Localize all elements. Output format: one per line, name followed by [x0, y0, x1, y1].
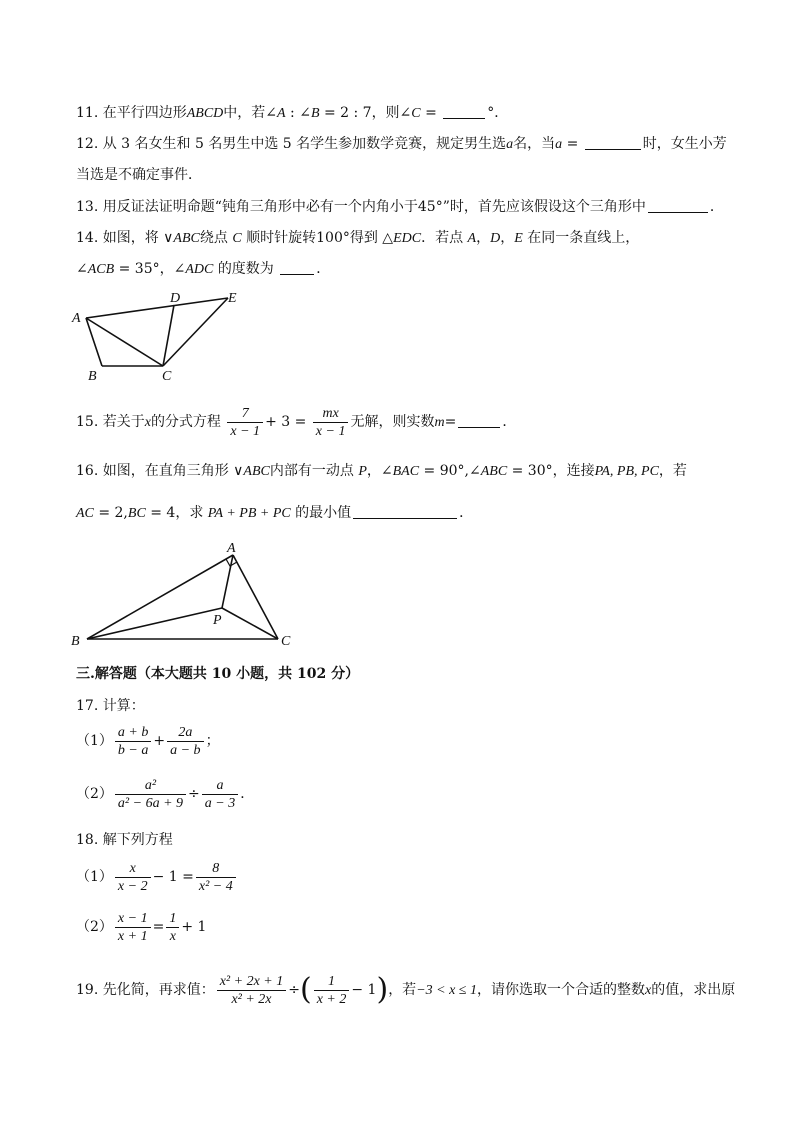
segment-ab [86, 318, 102, 366]
question-16-line-2: AC = 2,BC = 4，求 PA + PB + PC 的最小值 ． [76, 505, 474, 521]
question-14: 14. 如图，将 ∨ABC绕点 C 顺时针旋转100°得到 △EDC．若点 A，D，E 在同一条直线上， [76, 230, 640, 246]
segment-pb [87, 608, 222, 639]
fraction: $\frac{x - 1}{x + 1}$ [115, 910, 151, 945]
fraction: $\frac{\text{a²}}{\text{a² − 6a + 9}}$ [115, 777, 186, 812]
fraction: $\frac{\text{x² + 2x + 1}}{\text{x² + 2x}}$ [217, 973, 287, 1008]
section-heading: 三.解答题（本大题共 10 小题，共 102 分） [76, 666, 360, 682]
question-18-part-1: （1） $\frac{x}{x - 2}$ − 1 = $\frac{8}{\text{x² − 4}}$ [76, 857, 736, 897]
answer-blank[interactable] [443, 104, 485, 119]
answer-blank[interactable] [648, 198, 708, 213]
question-number: 11. [76, 105, 99, 121]
segment-ae [86, 298, 228, 318]
question-17-part-1: （1） $\frac{a + b}{b - a}$ + $\frac{2a}{a - b}$ ； [76, 724, 220, 758]
segment-pa [222, 555, 233, 608]
label-point-b: B [88, 369, 97, 384]
fraction: $\frac{mx}{x - 1}$ [313, 405, 349, 440]
answer-blank[interactable] [280, 260, 314, 275]
question-number: 19. [76, 982, 99, 998]
question-number: 14. [76, 230, 99, 246]
fraction: $\frac{x}{x - 2}$ [115, 860, 151, 895]
question-15: 15. 若关于x的分式方程 $\frac{7}{x - 1}$ + 3 = $\frac{mx}{x - 1}$ 无解，则实数m= ． [76, 405, 517, 439]
question-18-part-2: （2） $\frac{x - 1}{x + 1}$ = $\frac{1}{x}$ + 1 [76, 910, 207, 944]
question-19: 19. 先化简，再求值： $\frac{\text{x² + 2x + 1}}{\text{x² + 2x}}$ ÷( $\frac{1}{x + 2}$ − 1)，若−3 < x ≤ 1，请你选取一个合适的整数x的值，求出原 [76, 972, 736, 1007]
question-18: 18. 解下列方程 [76, 832, 173, 848]
figure-14-triangles [60, 285, 270, 385]
question-12-line-2: 当选是不确定事件． [76, 167, 202, 183]
fraction: $\frac{a + b}{b - a}$ [115, 724, 151, 759]
label-point-d: D [170, 291, 181, 306]
question-12: 12. 从 3 名女生和 5 名男生中选 5 名学生参加数学竞赛，规定男生选a名，当a = 时，女生小芳 [76, 136, 727, 152]
label-point-c: C [281, 634, 291, 649]
fraction: $\frac{a}{a - 3}$ [202, 777, 238, 812]
question-16: 16. 如图，在直角三角形 ∨ABC内部有一动点 P，∠BAC = 90°,∠ABC = 30°，连接PA, PB, PC，若 [76, 463, 687, 479]
question-17: 17. 计算： [76, 698, 145, 714]
label-point-b: B [71, 634, 80, 649]
label-point-a: A [227, 541, 236, 556]
label-point-a: A [72, 311, 81, 326]
question-number: 16. [76, 463, 99, 479]
question-number: 18. [76, 832, 99, 848]
question-number: 17. [76, 698, 99, 714]
answer-blank[interactable] [458, 413, 500, 428]
question-13: 13. 用反证法证明命题“钝角三角形中必有一个内角小于45°”时，首先应该假设这个三角形中 ． [76, 199, 724, 215]
label-point-e: E [228, 291, 237, 306]
fraction: $\frac{7}{x - 1}$ [227, 405, 263, 440]
question-number: 15. [76, 414, 99, 430]
fraction: $\frac{2a}{a - b}$ [167, 724, 203, 759]
question-17-part-2: （2） $\frac{\text{a²}}{\text{a² − 6a + 9}}$ ÷ $\frac{a}{a - 3}$ ． [76, 777, 255, 811]
label-point-p: P [213, 613, 222, 628]
question-number: 13. [76, 199, 99, 215]
answer-blank[interactable] [353, 504, 457, 519]
fraction: $\frac{1}{x + 2}$ [314, 973, 350, 1008]
answer-blank[interactable] [585, 135, 641, 150]
segment-ac [86, 318, 163, 366]
fraction: $\frac{8}{\text{x² − 4}}$ [196, 860, 236, 895]
question-14-line-2: ∠ACB = 35°，∠ADC 的度数为 ． [76, 261, 331, 277]
question-number: 12. [76, 136, 99, 152]
fraction: $\frac{1}{x}$ [166, 910, 179, 945]
figure-16-right-triangle [65, 535, 305, 650]
label-point-c: C [162, 369, 172, 384]
segment-ab [87, 555, 233, 639]
question-11: 11. 在平行四边形ABCD中，若∠A : ∠B = 2 : 7，则∠C = °． [76, 105, 509, 121]
